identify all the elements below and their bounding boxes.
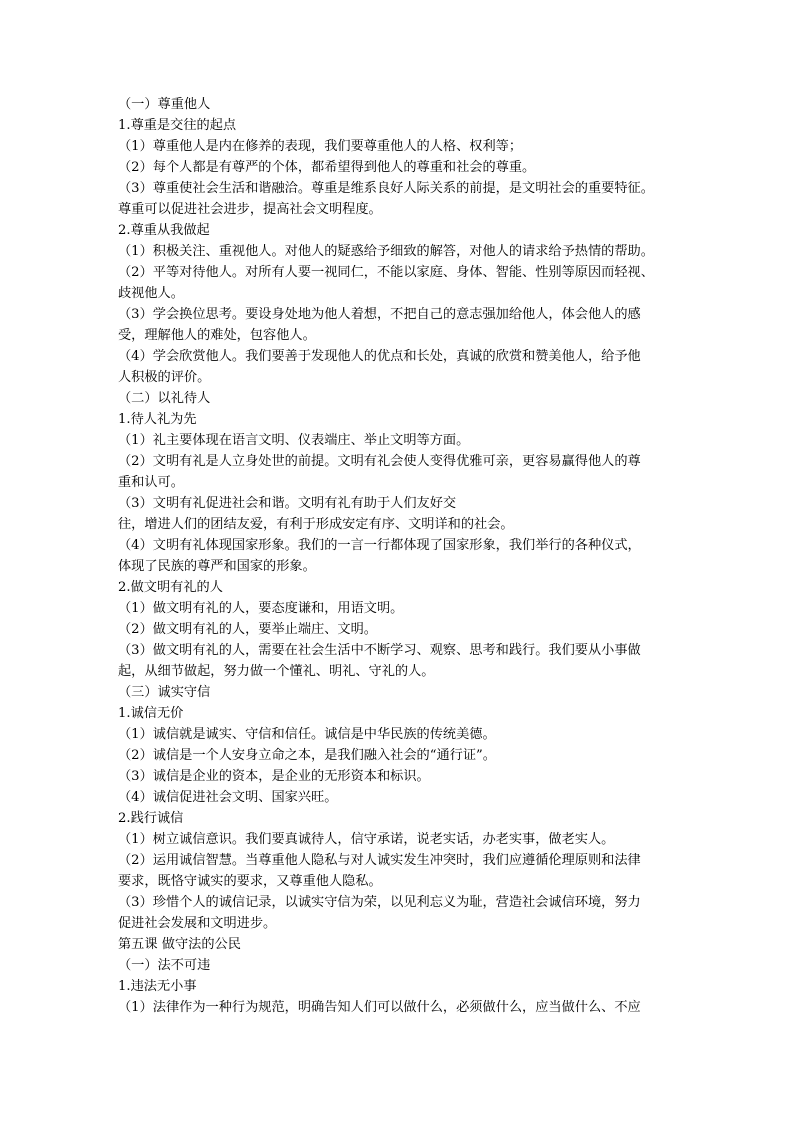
text-line: 受，理解他人的难处，包容他人。 (118, 328, 316, 343)
text-line: （4）学会欣赏他人。我们要善于发现他人的优点和长处，真诚的欣赏和赞美他人，给予他 (118, 349, 641, 364)
text-line: （2）做文明有礼的人，要举止端庄、文明。 (118, 622, 377, 637)
text-line: 2.践行诚信 (118, 811, 184, 826)
text-line: 要求，既恪守诚实的要求，又尊重他人隐私。 (118, 874, 382, 889)
text-line: （4）诚信促进社会文明、国家兴旺。 (118, 790, 338, 805)
text-line: （2）每个人都是有尊严的个体，都希望得到他人的尊重和社会的尊重。 (118, 160, 536, 175)
text-line: 往，增进人们的团结友爱，有利于形成安定有序、文明详和的社会。 (118, 517, 514, 532)
text-line: （1）诚信就是诚实、守信和信任。诚信是中华民族的传统美德。 (118, 727, 496, 742)
text-line: （2）运用诚信智慧。当尊重他人隐私与对人诚实发生冲突时，我们应遵循伦理原则和法律 (118, 853, 641, 868)
text-line: （4）文明有礼体现国家形象。我们的一言一行都体现了国家形象，我们举行的各种仪式， (118, 538, 641, 553)
text-line: 尊重可以促进社会进步，提高社会文明程度。 (118, 202, 382, 217)
text-line: （3）文明有礼促进社会和谐。文明有礼有助于人们友好交 (118, 496, 457, 511)
text-line: 歧视他人。 (118, 286, 184, 301)
text-line: （2）平等对待他人。对所有人要一视同仁，不能以家庭、身体、智能、性别等原因而轻视、 (118, 265, 654, 280)
text-line: 体现了民族的尊严和国家的形象。 (118, 559, 316, 574)
text-line: 1.尊重是交往的起点 (118, 118, 237, 133)
text-line: 2.做文明有礼的人 (118, 580, 223, 595)
text-line: （1）做文明有礼的人，要态度谦和，用语文明。 (118, 601, 404, 616)
text-line: 1.违法无小事 (118, 979, 197, 994)
text-line: （3）尊重使社会生活和谐融洽。尊重是维系良好人际关系的前提，是文明社会的重要特征。 (118, 181, 654, 196)
document-body (118, 94, 680, 1018)
text-line: （1）尊重他人是内在修养的表现，我们要尊重他人的人格、权利等； (118, 139, 523, 154)
text-line: （3）诚信是企业的资本，是企业的无形资本和标识。 (118, 769, 430, 784)
text-line: 人积极的评价。 (118, 370, 211, 385)
text-line: （3）珍惜个人的诚信记录，以诚实守信为荣，以见利忘义为耻，营造社会诚信环境，努力 (118, 895, 641, 910)
text-line: 起，从细节做起，努力做一个懂礼、明礼、守礼的人。 (118, 664, 435, 679)
text-line: （3）学会换位思考。要设身处地为他人着想，不把自己的意志强加给他人，体会他人的感 (118, 307, 641, 322)
text-line: （2）文明有礼是人立身处世的前提。文明有礼会使人变得优雅可亲，更容易赢得他人的尊 (118, 454, 641, 469)
text-line: （1）法律作为一种行为规范，明确告知人们可以做什么，必须做什么，应当做什么、不应 (118, 1000, 641, 1015)
text-line: （1）礼主要体现在语言文明、仪表端庄、举止文明等方面。 (118, 433, 470, 448)
text-line: （2）诚信是一个人安身立命之本，是我们融入社会的“通行证”。 (118, 748, 496, 763)
text-line: （二）以礼待人 (118, 391, 211, 406)
text-line: （3）做文明有礼的人，需要在社会生活中不断学习、观察、思考和践行。我们要从小事做 (118, 643, 641, 658)
text-line: （1）树立诚信意识。我们要真诚待人，信守承诺，说老实话，办老实事，做老实人。 (118, 832, 615, 847)
text-line: （一）法不可违 (118, 958, 211, 973)
text-line: 第五课 做守法的公民 (118, 937, 241, 952)
text-line: （一）尊重他人 (118, 97, 211, 112)
text-line: 2.尊重从我做起 (118, 223, 210, 238)
text-line: （1）积极关注、重视他人。对他人的疑惑给予细致的解答，对他人的请求给予热情的帮助。 (118, 244, 654, 259)
text-line: 重和认可。 (118, 475, 184, 490)
text-line: （三）诚实守信 (118, 685, 211, 700)
text-line: 1.诚信无价 (118, 706, 184, 721)
text-line: 1.待人礼为先 (118, 412, 197, 427)
text-line: 促进社会发展和文明进步。 (118, 916, 277, 931)
